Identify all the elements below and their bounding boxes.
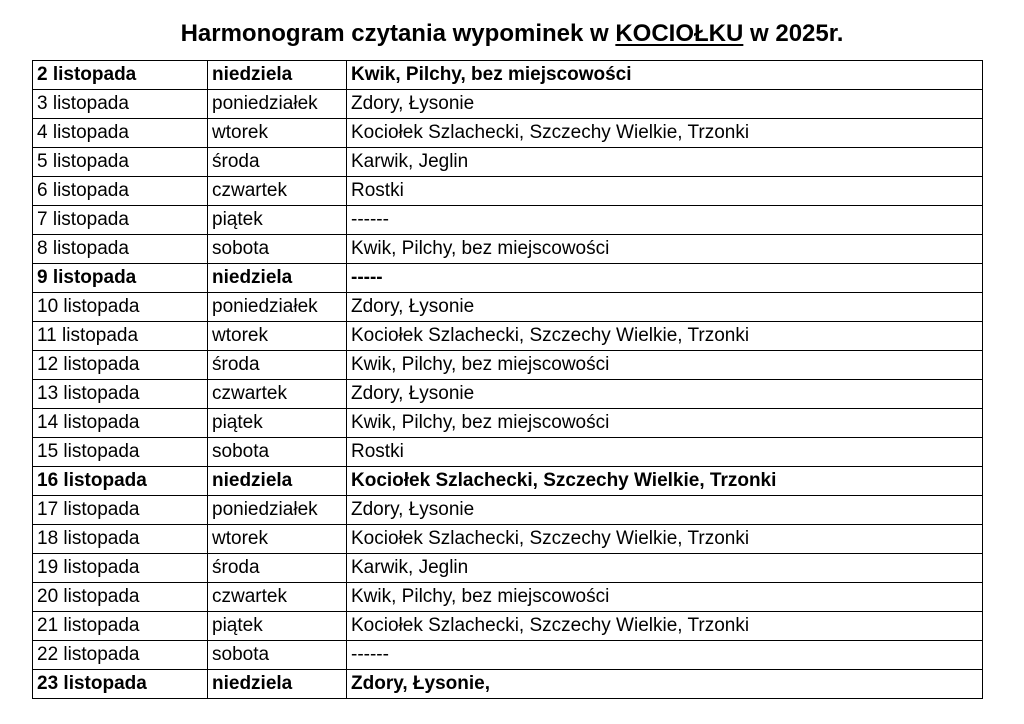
weekday-cell: środa bbox=[208, 351, 347, 380]
table-row bbox=[33, 496, 983, 525]
date-cell: 19 listopada bbox=[33, 554, 208, 583]
title-prefix: Harmonogram czytania wypominek w bbox=[180, 20, 616, 47]
weekday-cell: piątek bbox=[208, 409, 347, 438]
schedule-table bbox=[32, 60, 983, 699]
places-cell: Kociołek Szlachecki, Szczechy Wielkie, Trzonki bbox=[347, 467, 983, 496]
page-title bbox=[0, 18, 1024, 50]
date-cell: 22 listopada bbox=[33, 641, 208, 670]
places-cell: Kwik, Pilchy, bez miejscowości bbox=[347, 583, 983, 612]
date-cell: 20 listopada bbox=[33, 583, 208, 612]
weekday-cell: piątek bbox=[208, 206, 347, 235]
date-cell: 8 listopada bbox=[33, 235, 208, 264]
date-cell: 23 listopada bbox=[33, 670, 208, 699]
title-place: KOCIOŁKU bbox=[615, 20, 744, 47]
table-row bbox=[33, 264, 983, 293]
places-cell: Rostki bbox=[347, 438, 983, 467]
places-cell: Zdory, Łysonie, bbox=[347, 670, 983, 699]
weekday-cell: poniedziałek bbox=[208, 90, 347, 119]
date-cell: 10 listopada bbox=[33, 293, 208, 322]
date-cell: 9 listopada bbox=[33, 264, 208, 293]
weekday-cell: środa bbox=[208, 148, 347, 177]
date-cell: 12 listopada bbox=[33, 351, 208, 380]
table-row bbox=[33, 90, 983, 119]
places-cell: ------ bbox=[347, 206, 983, 235]
table-row bbox=[33, 670, 983, 699]
weekday-cell: niedziela bbox=[208, 264, 347, 293]
places-cell: Karwik, Jeglin bbox=[347, 554, 983, 583]
table-row bbox=[33, 641, 983, 670]
places-cell: ------ bbox=[347, 641, 983, 670]
date-cell: 15 listopada bbox=[33, 438, 208, 467]
date-cell: 16 listopada bbox=[33, 467, 208, 496]
table-row bbox=[33, 61, 983, 90]
date-cell: 17 listopada bbox=[33, 496, 208, 525]
table-row bbox=[33, 293, 983, 322]
weekday-cell: sobota bbox=[208, 641, 347, 670]
places-cell: Zdory, Łysonie bbox=[347, 90, 983, 119]
weekday-cell: czwartek bbox=[208, 583, 347, 612]
table-row bbox=[33, 525, 983, 554]
date-cell: 5 listopada bbox=[33, 148, 208, 177]
weekday-cell: wtorek bbox=[208, 119, 347, 148]
title-suffix: w 2025r. bbox=[743, 20, 844, 47]
table-row bbox=[33, 583, 983, 612]
table-row bbox=[33, 554, 983, 583]
places-cell: Kociołek Szlachecki, Szczechy Wielkie, Trzonki bbox=[347, 612, 983, 641]
date-cell: 7 listopada bbox=[33, 206, 208, 235]
places-cell: Zdory, Łysonie bbox=[347, 293, 983, 322]
weekday-cell: czwartek bbox=[208, 380, 347, 409]
weekday-cell: wtorek bbox=[208, 525, 347, 554]
table-row bbox=[33, 467, 983, 496]
weekday-cell: niedziela bbox=[208, 467, 347, 496]
table-row bbox=[33, 235, 983, 264]
table-row bbox=[33, 177, 983, 206]
date-cell: 21 listopada bbox=[33, 612, 208, 641]
places-cell: Kwik, Pilchy, bez miejscowości bbox=[347, 351, 983, 380]
date-cell: 13 listopada bbox=[33, 380, 208, 409]
date-cell: 11 listopada bbox=[33, 322, 208, 351]
weekday-cell: wtorek bbox=[208, 322, 347, 351]
places-cell: Kwik, Pilchy, bez miejscowości bbox=[347, 409, 983, 438]
places-cell: Kociołek Szlachecki, Szczechy Wielkie, Trzonki bbox=[347, 525, 983, 554]
weekday-cell: czwartek bbox=[208, 177, 347, 206]
schedule-body bbox=[33, 61, 983, 699]
places-cell: Kwik, Pilchy, bez miejscowości bbox=[347, 61, 983, 90]
weekday-cell: piątek bbox=[208, 612, 347, 641]
weekday-cell: poniedziałek bbox=[208, 496, 347, 525]
date-cell: 4 listopada bbox=[33, 119, 208, 148]
places-cell: Kwik, Pilchy, bez miejscowości bbox=[347, 235, 983, 264]
table-row bbox=[33, 148, 983, 177]
places-cell: Zdory, Łysonie bbox=[347, 380, 983, 409]
places-cell: Karwik, Jeglin bbox=[347, 148, 983, 177]
date-cell: 18 listopada bbox=[33, 525, 208, 554]
date-cell: 2 listopada bbox=[33, 61, 208, 90]
date-cell: 3 listopada bbox=[33, 90, 208, 119]
table-row bbox=[33, 612, 983, 641]
date-cell: 6 listopada bbox=[33, 177, 208, 206]
table-row bbox=[33, 206, 983, 235]
date-cell: 14 listopada bbox=[33, 409, 208, 438]
places-cell: Kociołek Szlachecki, Szczechy Wielkie, Trzonki bbox=[347, 322, 983, 351]
weekday-cell: poniedziałek bbox=[208, 293, 347, 322]
weekday-cell: środa bbox=[208, 554, 347, 583]
table-row bbox=[33, 119, 983, 148]
table-row bbox=[33, 322, 983, 351]
places-cell: Kociołek Szlachecki, Szczechy Wielkie, Trzonki bbox=[347, 119, 983, 148]
places-cell: Zdory, Łysonie bbox=[347, 496, 983, 525]
table-row bbox=[33, 351, 983, 380]
places-cell: Rostki bbox=[347, 177, 983, 206]
table-row bbox=[33, 438, 983, 467]
weekday-cell: niedziela bbox=[208, 61, 347, 90]
weekday-cell: sobota bbox=[208, 235, 347, 264]
table-row bbox=[33, 409, 983, 438]
weekday-cell: sobota bbox=[208, 438, 347, 467]
table-row bbox=[33, 380, 983, 409]
weekday-cell: niedziela bbox=[208, 670, 347, 699]
places-cell: ----- bbox=[347, 264, 983, 293]
